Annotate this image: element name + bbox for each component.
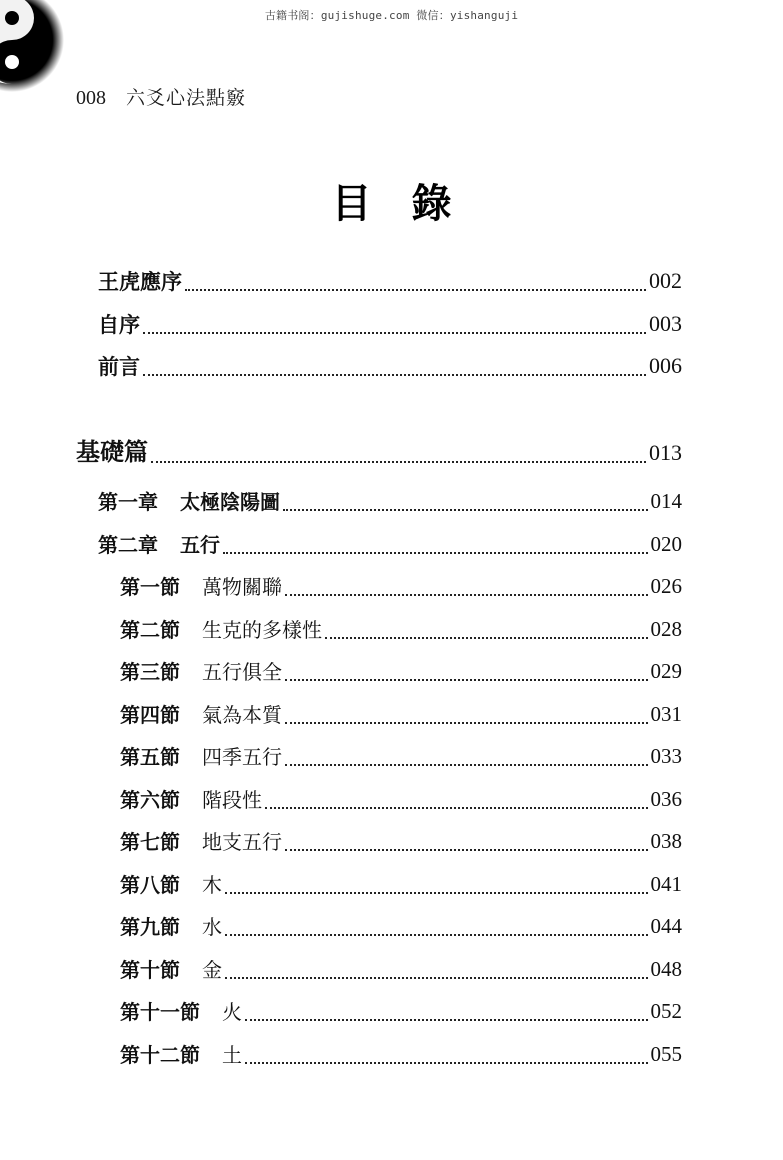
- dot-leader: [225, 892, 648, 894]
- header-page-number: 008: [76, 87, 106, 109]
- section-number: 第四節: [120, 703, 180, 727]
- section-number: 第三節: [120, 660, 180, 684]
- toc-section-label: [120, 577, 282, 597]
- toc-section-entry[interactable]: [120, 1035, 682, 1065]
- section-number: 第九節: [120, 915, 180, 939]
- section-title: 金: [202, 958, 222, 982]
- toc-section-label: [120, 1045, 242, 1065]
- toc-entry-page: 006: [649, 353, 682, 378]
- toc-section-label: [120, 747, 282, 767]
- toc-chapter-entry[interactable]: [98, 482, 682, 512]
- dot-leader: [185, 289, 646, 291]
- toc-entry[interactable]: [98, 347, 682, 377]
- toc-section-page: 029: [650, 659, 682, 683]
- toc-section-page: 044: [650, 914, 682, 938]
- section-number: 第八節: [120, 873, 180, 897]
- section-title: 地支五行: [202, 830, 282, 854]
- dot-leader: [143, 374, 646, 376]
- toc-section-page: 055: [650, 1042, 682, 1066]
- dot-leader: [325, 637, 648, 639]
- section-number: 第十二節: [120, 1043, 200, 1067]
- section-title: 五行俱全: [202, 660, 282, 684]
- toc-entry[interactable]: [98, 262, 682, 292]
- section-number: 第二節: [120, 618, 180, 642]
- section-number: 第一節: [120, 575, 180, 599]
- toc-entry-label: 自序: [98, 312, 140, 337]
- toc-section-page: 041: [650, 872, 682, 896]
- toc-entry-page: 003: [649, 311, 682, 336]
- toc-section-label: [120, 917, 222, 937]
- dot-leader: [245, 1019, 648, 1021]
- toc-section-page: 031: [650, 702, 682, 726]
- section-title: 水: [202, 915, 222, 939]
- toc-section-entry[interactable]: [120, 992, 682, 1022]
- toc-section-entry[interactable]: [120, 695, 682, 725]
- page-header: [76, 83, 246, 110]
- toc-chapter-page: 014: [650, 489, 682, 513]
- section-title: 木: [202, 873, 222, 897]
- section-number: 第十節: [120, 958, 180, 982]
- toc-chapter-label: [98, 535, 220, 555]
- toc-section-label: [120, 1002, 242, 1022]
- toc-part-label: 基礎篇: [76, 437, 148, 466]
- section-number: 第五節: [120, 745, 180, 769]
- toc-section-entry[interactable]: [120, 950, 682, 980]
- dot-leader: [143, 332, 646, 334]
- dot-leader: [283, 509, 648, 511]
- section-title: 火: [222, 1000, 242, 1024]
- section-title: 生克的多樣性: [202, 618, 322, 642]
- toc-section-label: [120, 832, 282, 852]
- toc-part-entry[interactable]: [76, 434, 682, 464]
- dot-leader: [265, 807, 648, 809]
- toc-section-label: [120, 705, 282, 725]
- section-number: 第六節: [120, 788, 180, 812]
- toc-section-entry[interactable]: [120, 865, 682, 895]
- toc-section-page: 028: [650, 617, 682, 641]
- dot-leader: [285, 849, 648, 851]
- toc-section-entry[interactable]: [120, 652, 682, 682]
- toc-section-page: 048: [650, 957, 682, 981]
- toc-section-page: 052: [650, 999, 682, 1023]
- section-title: 土: [222, 1043, 242, 1067]
- section-title: 階段性: [202, 788, 262, 812]
- chapter-number: 第二章: [98, 533, 158, 557]
- dot-leader: [245, 1062, 648, 1064]
- dot-leader: [151, 461, 646, 463]
- toc-chapter-entry[interactable]: [98, 525, 682, 555]
- section-title: 四季五行: [202, 745, 282, 769]
- toc-section-label: [120, 875, 222, 895]
- dot-leader: [285, 722, 648, 724]
- watermark-text: 古籍书阁：gujishuge.com 微信：yishanguji: [264, 9, 519, 22]
- dot-leader: [225, 977, 648, 979]
- dot-leader: [223, 552, 648, 554]
- toc-chapter-label: [98, 492, 280, 512]
- toc-entry-page: 002: [649, 268, 682, 293]
- toc-section-label: [120, 662, 282, 682]
- toc-section-label: [120, 960, 222, 980]
- toc-section-page: 033: [650, 744, 682, 768]
- toc-entry-label: 前言: [98, 354, 140, 379]
- section-title: 氣為本質: [202, 703, 282, 727]
- section-number: 第十一節: [120, 1000, 200, 1024]
- toc-section-label: [120, 620, 322, 640]
- page-title: 目錄: [331, 180, 492, 227]
- toc-chapter-page: 020: [650, 532, 682, 556]
- chapter-number: 第一章: [98, 490, 158, 514]
- chapter-title: 五行: [180, 533, 220, 557]
- toc-section-page: 038: [650, 829, 682, 853]
- dot-leader: [225, 934, 648, 936]
- header-book-title: 六爻心法點竅: [126, 87, 247, 109]
- section-title: 萬物關聯: [202, 575, 282, 599]
- toc-section-entry[interactable]: [120, 610, 682, 640]
- dot-leader: [285, 764, 648, 766]
- chapter-title: 太極陰陽圖: [180, 490, 280, 514]
- toc-section-page: 026: [650, 574, 682, 598]
- toc-section-entry[interactable]: [120, 822, 682, 852]
- toc-section-entry[interactable]: [120, 780, 682, 810]
- taiji-icon: [0, 0, 68, 100]
- section-number: 第七節: [120, 830, 180, 854]
- toc-entry-label: 王虎應序: [98, 269, 182, 294]
- toc-entry[interactable]: [98, 305, 682, 335]
- toc-section-entry[interactable]: [120, 737, 682, 767]
- toc-section-label: [120, 790, 262, 810]
- toc-section-page: 036: [650, 787, 682, 811]
- dot-leader: [285, 679, 648, 681]
- toc-section-entry[interactable]: [120, 907, 682, 937]
- dot-leader: [285, 594, 648, 596]
- toc-part-page: 013: [649, 440, 682, 465]
- toc-section-entry[interactable]: [120, 567, 682, 597]
